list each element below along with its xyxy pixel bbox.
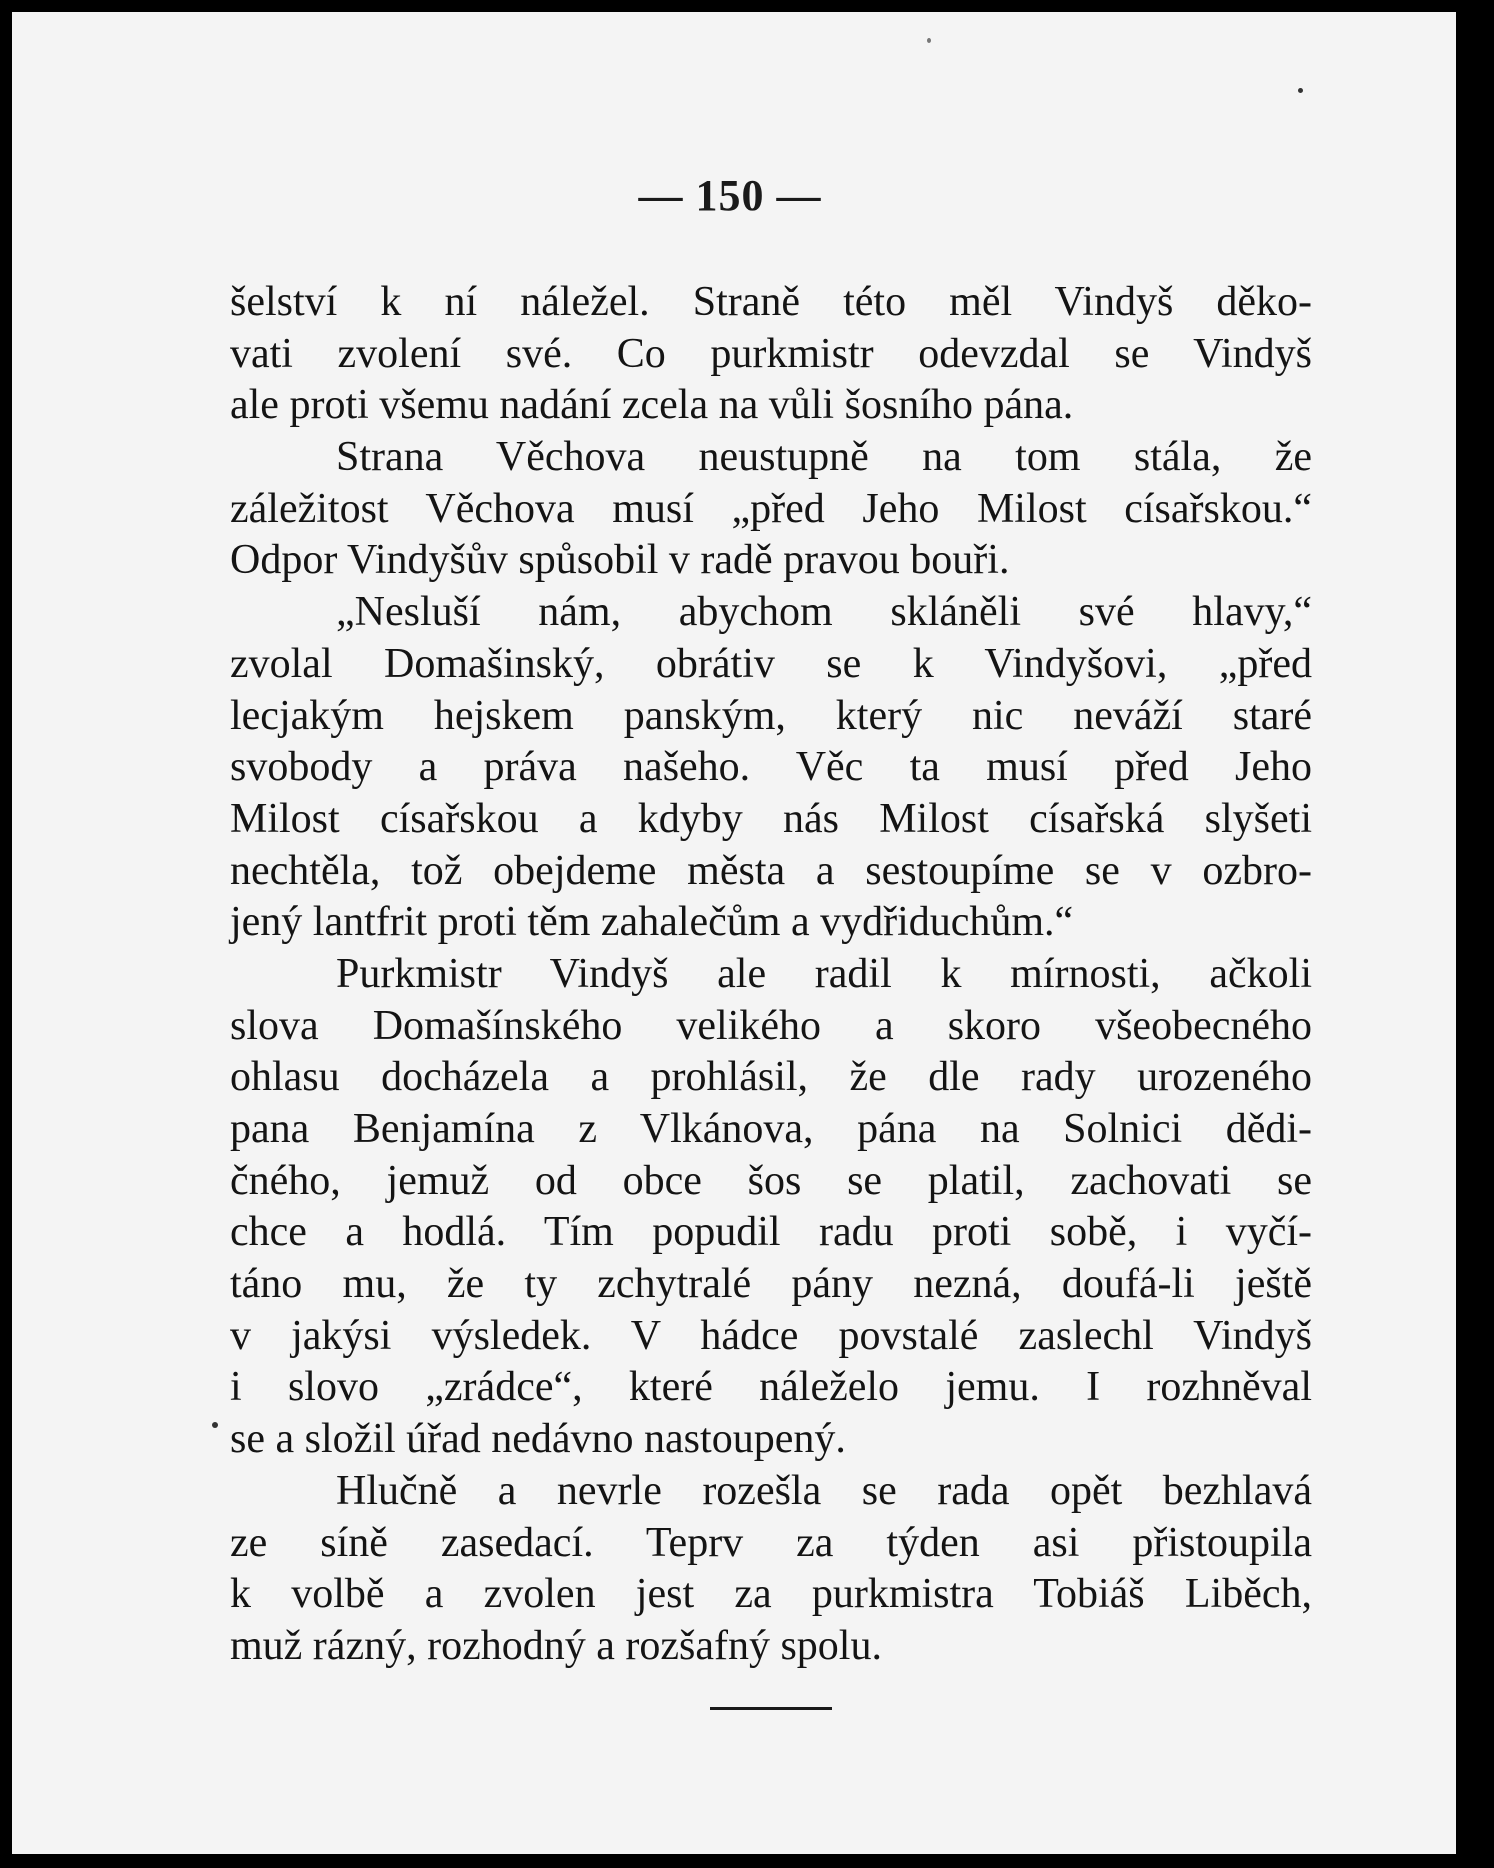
text-line: jený lantfrit proti těm zahalečům a vydřiduchům.“ — [230, 899, 1074, 946]
text-line: vati zvolení své. Co purkmistr odevzdal se Vindyš — [230, 330, 1312, 377]
text-line: záležitost Věchova musí „před Jeho Milost císařskou.“ — [230, 485, 1312, 532]
text-line: Purkmistr Vindyš ale radil k mírnosti, ačkoli — [336, 950, 1312, 997]
text-line: čného, jemuž od obce šos se platil, zachovati se — [230, 1157, 1312, 1204]
text-line: lecjakým hejskem panským, který nic neváží staré — [230, 692, 1312, 739]
text-line: Strana Věchova neustupně na tom stála, že — [336, 434, 1312, 481]
text-line: šelství k ní náležel. Straně této měl Vindyš děko- — [230, 279, 1312, 325]
text-line: Hlučně a nevrle rozešla se rada opět bezhlavá — [336, 1467, 1312, 1514]
text-line: svobody a práva našeho. Věc ta musí před Jeho — [230, 744, 1312, 791]
page-number: — 150 — — [638, 171, 822, 220]
text-line: ohlasu docházela a prohlásil, že dle rady urozeného — [230, 1054, 1312, 1101]
text-line: Odpor Vindyšův spůsobil v radě pravou bouři. — [230, 537, 1010, 584]
text-line: nechtěla, tož obejdeme města a sestoupíme se v ozbro- — [230, 847, 1312, 894]
paper-sheet — [12, 12, 1448, 1854]
ink-speck — [1298, 88, 1303, 93]
text-line: ze síně zasedací. Teprv za týden asi přistoupila — [230, 1519, 1312, 1566]
ink-speck — [927, 38, 931, 43]
ink-speck — [212, 1422, 218, 1428]
text-line: zvolal Domašinský, obrátiv se k Vindyšovi, „před — [230, 640, 1312, 687]
text-line: ale proti všemu nadání zcela na vůli šosního pána. — [230, 382, 1074, 429]
text-line: slova Domašínského velikého a skoro všeobecného — [230, 1002, 1312, 1049]
text-line: i slovo „zrádce“, které náleželo jemu. I rozhněval — [230, 1364, 1312, 1411]
text-line: „Nesluší nám, abychom skláněli své hlavy,“ — [336, 589, 1312, 636]
text-line: táno mu, že ty zchytralé pány nezná, doufá-li ještě — [230, 1261, 1312, 1308]
text-line: k volbě a zvolen jest za purkmistra Tobiáš Liběch, — [230, 1571, 1312, 1618]
end-rule — [710, 1707, 832, 1710]
body-text — [230, 277, 1312, 1673]
text-line: chce a hodlá. Tím popudil radu proti sobě, i vyčí- — [230, 1209, 1312, 1256]
page-edge — [1448, 12, 1456, 1854]
text-line: se a složil úřad nedávno nastoupený. — [230, 1416, 846, 1463]
text-line: v jakýsi výsledek. V hádce povstalé zaslechl Vindyš — [230, 1312, 1312, 1359]
text-line: Milost císařskou a kdyby nás Milost císařská slyšeti — [230, 795, 1312, 842]
text-line: muž rázný, rozhodný a rozšafný spolu. — [230, 1622, 882, 1669]
text-line: pana Benjamína z Vlkánova, pána na Solnici dědi- — [230, 1106, 1312, 1152]
